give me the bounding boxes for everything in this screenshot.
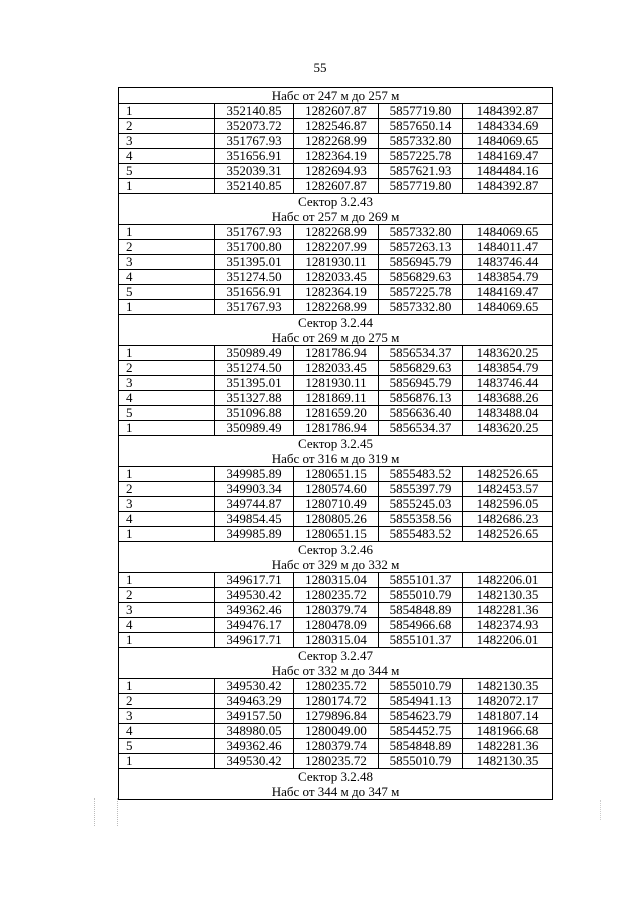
coordinate-cell: 1482130.35 (463, 679, 553, 694)
point-number-cell: 1 (119, 104, 215, 119)
coordinate-cell: 1484169.47 (463, 285, 553, 300)
coordinate-cell: 5856829.63 (379, 361, 463, 376)
coordinate-cell: 5854452.75 (379, 724, 463, 739)
table-row (119, 421, 553, 436)
table-row (119, 573, 553, 588)
point-number-cell: 1 (119, 633, 215, 648)
point-number-cell: 2 (119, 240, 215, 255)
coordinate-cell: 1282364.19 (294, 149, 379, 164)
coordinate-cell: 5857719.80 (379, 179, 463, 194)
table-row (119, 346, 553, 361)
coordinate-cell: 1481807.14 (463, 709, 553, 724)
coordinate-cell: 5855245.03 (379, 497, 463, 512)
coordinate-cell: 1282607.87 (294, 104, 379, 119)
sector-title: Сектор 3.2.47 (298, 648, 374, 663)
table-row (119, 603, 553, 618)
sector-header (119, 769, 553, 800)
coordinate-cell: 1483746.44 (463, 255, 553, 270)
coordinate-cell: 1484069.65 (463, 225, 553, 240)
coordinate-cell: 1484069.65 (463, 300, 553, 315)
coordinate-cell: 351327.88 (215, 391, 294, 406)
coordinate-cell: 1482374.93 (463, 618, 553, 633)
coordinate-cell: 5856534.37 (379, 346, 463, 361)
point-number-cell: 5 (119, 285, 215, 300)
coordinate-cell: 5855483.52 (379, 467, 463, 482)
coordinate-cell: 351395.01 (215, 255, 294, 270)
coordinate-cell: 5855483.52 (379, 527, 463, 542)
coordinate-cell: 1280235.72 (294, 754, 379, 769)
point-number-cell: 1 (119, 225, 215, 240)
coordinate-cell: 1282268.99 (294, 300, 379, 315)
scan-artifact (94, 798, 118, 826)
sector-header (119, 194, 553, 225)
coordinate-cell: 1484069.65 (463, 134, 553, 149)
coordinate-cell: 351274.50 (215, 270, 294, 285)
coordinate-cell: 5857225.78 (379, 149, 463, 164)
coordinate-cell: 1280710.49 (294, 497, 379, 512)
coordinate-cell: 1481966.68 (463, 724, 553, 739)
coordinate-cell: 1482281.36 (463, 739, 553, 754)
table-row (119, 739, 553, 754)
point-number-cell: 3 (119, 497, 215, 512)
coordinate-cell: 1482526.65 (463, 467, 553, 482)
coordinate-cell: 1482130.35 (463, 754, 553, 769)
point-number-cell: 1 (119, 754, 215, 769)
coordinate-cell: 351656.91 (215, 285, 294, 300)
point-number-cell: 4 (119, 724, 215, 739)
coordinate-cell: 1280379.74 (294, 603, 379, 618)
table-row (119, 724, 553, 739)
table-row (119, 679, 553, 694)
coordinate-cell: 349530.42 (215, 754, 294, 769)
table-row (119, 164, 553, 179)
point-number-cell: 3 (119, 709, 215, 724)
coordinate-cell: 1279896.84 (294, 709, 379, 724)
coordinate-cell: 349903.34 (215, 482, 294, 497)
coordinate-cell: 1482596.05 (463, 497, 553, 512)
coordinate-cell: 5854623.79 (379, 709, 463, 724)
coordinate-cell: 5854848.89 (379, 603, 463, 618)
coordinate-cell: 351096.88 (215, 406, 294, 421)
coordinate-cell: 5857621.93 (379, 164, 463, 179)
coordinate-cell: 1484392.87 (463, 104, 553, 119)
coordinate-cell: 5857263.13 (379, 240, 463, 255)
coordinate-cell: 352039.31 (215, 164, 294, 179)
sector-header-row (119, 194, 553, 225)
coordinate-cell: 349985.89 (215, 467, 294, 482)
table-row (119, 512, 553, 527)
sector-header-row (119, 648, 553, 679)
point-number-cell: 3 (119, 603, 215, 618)
coordinate-cell: 1281869.11 (294, 391, 379, 406)
table-row (119, 527, 553, 542)
coordinate-cell: 1482072.17 (463, 694, 553, 709)
table-row (119, 376, 553, 391)
coordinate-cell: 1282033.45 (294, 361, 379, 376)
coordinate-cell: 5855010.79 (379, 588, 463, 603)
coordinate-cell: 1282607.87 (294, 179, 379, 194)
coordinate-cell: 1280049.00 (294, 724, 379, 739)
coordinate-cell: 350989.49 (215, 346, 294, 361)
coordinate-cell: 1280574.60 (294, 482, 379, 497)
coordinate-cell: 1282694.93 (294, 164, 379, 179)
coordinate-cell: 5854941.13 (379, 694, 463, 709)
point-number-cell: 1 (119, 679, 215, 694)
coordinate-cell: 5856534.37 (379, 421, 463, 436)
coordinate-cell: 351767.93 (215, 300, 294, 315)
point-number-cell: 1 (119, 179, 215, 194)
point-number-cell: 2 (119, 482, 215, 497)
coordinate-cell: 351274.50 (215, 361, 294, 376)
coordinate-cell: 1282364.19 (294, 285, 379, 300)
point-number-cell: 1 (119, 300, 215, 315)
coordinate-cell: 349854.45 (215, 512, 294, 527)
sector-header (119, 315, 553, 346)
coordinate-cell: 1484169.47 (463, 149, 553, 164)
coordinate-cell: 1482130.35 (463, 588, 553, 603)
table-row (119, 361, 553, 376)
coordinate-cell: 351767.93 (215, 134, 294, 149)
point-number-cell: 1 (119, 527, 215, 542)
coordinate-cell: 352140.85 (215, 104, 294, 119)
coordinate-cell: 349744.87 (215, 497, 294, 512)
sector-header (119, 88, 553, 104)
sector-subtitle: Набс от 257 м до 269 м (271, 209, 400, 224)
sector-subtitle: Набс от 344 м до 347 м (271, 784, 400, 799)
point-number-cell: 4 (119, 149, 215, 164)
coordinate-cell: 1281659.20 (294, 406, 379, 421)
coordinate-cell: 349985.89 (215, 527, 294, 542)
sector-subtitle: Набс от 316 м до 319 м (271, 451, 400, 466)
table-row (119, 255, 553, 270)
coordinate-cell: 1280315.04 (294, 633, 379, 648)
sector-header-row (119, 436, 553, 467)
coordinate-cell: 5856876.13 (379, 391, 463, 406)
coordinate-cell: 1484334.69 (463, 119, 553, 134)
table-row (119, 633, 553, 648)
coordinate-cell: 1282207.99 (294, 240, 379, 255)
coordinate-cell: 5857650.14 (379, 119, 463, 134)
coordinate-cell: 1281930.11 (294, 255, 379, 270)
sector-header (119, 648, 553, 679)
coordinate-cell: 349463.29 (215, 694, 294, 709)
table-row (119, 225, 553, 240)
coordinate-cell: 1482686.23 (463, 512, 553, 527)
coordinate-cell: 1483688.26 (463, 391, 553, 406)
coordinate-cell: 349617.71 (215, 633, 294, 648)
coordinate-cell: 1280478.09 (294, 618, 379, 633)
coordinate-cell: 349362.46 (215, 603, 294, 618)
coordinate-cell: 5857225.78 (379, 285, 463, 300)
sector-header (119, 436, 553, 467)
coordinates-table-body (119, 88, 553, 800)
coordinate-cell: 349530.42 (215, 679, 294, 694)
sector-subtitle: Набс от 247 м до 257 м (271, 88, 400, 103)
table-row (119, 618, 553, 633)
table-row (119, 285, 553, 300)
coordinate-cell: 1280651.15 (294, 527, 379, 542)
point-number-cell: 1 (119, 573, 215, 588)
coordinate-cell: 1483620.25 (463, 421, 553, 436)
coordinate-cell: 5856945.79 (379, 255, 463, 270)
point-number-cell: 5 (119, 406, 215, 421)
coordinate-cell: 1282268.99 (294, 225, 379, 240)
table-row (119, 134, 553, 149)
point-number-cell: 5 (119, 739, 215, 754)
sector-header-row (119, 88, 553, 104)
coordinate-cell: 5857332.80 (379, 225, 463, 240)
point-number-cell: 3 (119, 255, 215, 270)
coordinate-cell: 5856945.79 (379, 376, 463, 391)
point-number-cell: 2 (119, 694, 215, 709)
coordinate-cell: 1281786.94 (294, 346, 379, 361)
sector-title: Сектор 3.2.43 (298, 194, 374, 209)
coordinate-cell: 1483488.04 (463, 406, 553, 421)
coordinate-cell: 1281786.94 (294, 421, 379, 436)
table-row (119, 467, 553, 482)
coordinate-cell: 5855101.37 (379, 573, 463, 588)
coordinate-cell: 5857332.80 (379, 300, 463, 315)
coordinate-cell: 1483620.25 (463, 346, 553, 361)
coordinate-cell: 349617.71 (215, 573, 294, 588)
point-number-cell: 1 (119, 346, 215, 361)
point-number-cell: 3 (119, 134, 215, 149)
point-number-cell: 4 (119, 512, 215, 527)
table-row (119, 149, 553, 164)
page-number: 55 (313, 60, 327, 75)
sector-subtitle: Набс от 269 м до 275 м (271, 330, 400, 345)
point-number-cell: 1 (119, 421, 215, 436)
sector-header-row (119, 315, 553, 346)
point-number-cell: 2 (119, 588, 215, 603)
coordinates-table (118, 87, 553, 800)
coordinate-cell: 5856636.40 (379, 406, 463, 421)
sector-header (119, 542, 553, 573)
sector-subtitle: Набс от 329 м до 332 м (271, 557, 400, 572)
coordinate-cell: 1280651.15 (294, 467, 379, 482)
coordinate-cell: 1280174.72 (294, 694, 379, 709)
table-row (119, 119, 553, 134)
coordinate-cell: 349362.46 (215, 739, 294, 754)
coordinate-cell: 1280379.74 (294, 739, 379, 754)
coordinate-cell: 1482206.01 (463, 633, 553, 648)
sector-title: Сектор 3.2.48 (298, 769, 374, 784)
coordinate-cell: 5857719.80 (379, 104, 463, 119)
coordinate-cell: 1482281.36 (463, 603, 553, 618)
coordinate-cell: 1484484.16 (463, 164, 553, 179)
coordinate-cell: 5856829.63 (379, 270, 463, 285)
coordinate-cell: 352073.72 (215, 119, 294, 134)
table-row (119, 104, 553, 119)
coordinate-cell: 1282033.45 (294, 270, 379, 285)
table-row (119, 270, 553, 285)
coordinate-cell: 348980.05 (215, 724, 294, 739)
table-row (119, 497, 553, 512)
point-number-cell: 1 (119, 467, 215, 482)
sector-header-row (119, 769, 553, 800)
coordinate-cell: 5855397.79 (379, 482, 463, 497)
coordinate-cell: 1280315.04 (294, 573, 379, 588)
coordinate-cell: 350989.49 (215, 421, 294, 436)
coordinate-cell: 1483746.44 (463, 376, 553, 391)
table-row (119, 391, 553, 406)
sector-title: Сектор 3.2.45 (298, 436, 374, 451)
coordinate-cell: 5854848.89 (379, 739, 463, 754)
coordinate-cell: 5857332.80 (379, 134, 463, 149)
coordinate-cell: 5855010.79 (379, 754, 463, 769)
coordinate-cell: 1484392.87 (463, 179, 553, 194)
table-row (119, 694, 553, 709)
sector-header-row (119, 542, 553, 573)
point-number-cell: 2 (119, 361, 215, 376)
point-number-cell: 4 (119, 391, 215, 406)
sector-subtitle: Набс от 332 м до 344 м (271, 663, 400, 678)
coordinate-cell: 349157.50 (215, 709, 294, 724)
coordinate-cell: 1280235.72 (294, 679, 379, 694)
coordinate-cell: 5855010.79 (379, 679, 463, 694)
coordinate-cell: 1280805.26 (294, 512, 379, 527)
coordinate-cell: 1484011.47 (463, 240, 553, 255)
coordinate-cell: 1483854.79 (463, 361, 553, 376)
coordinate-cell: 351656.91 (215, 149, 294, 164)
coordinate-cell: 352140.85 (215, 179, 294, 194)
coordinate-cell: 349476.17 (215, 618, 294, 633)
coordinate-cell: 5855358.56 (379, 512, 463, 527)
coordinate-cell: 1483854.79 (463, 270, 553, 285)
coordinate-cell: 1482206.01 (463, 573, 553, 588)
point-number-cell: 4 (119, 618, 215, 633)
coordinate-cell: 1280235.72 (294, 588, 379, 603)
point-number-cell: 3 (119, 376, 215, 391)
point-number-cell: 5 (119, 164, 215, 179)
coordinate-cell: 1282546.87 (294, 119, 379, 134)
table-row (119, 754, 553, 769)
coordinate-cell: 1482526.65 (463, 527, 553, 542)
coordinate-cell: 349530.42 (215, 588, 294, 603)
table-row (119, 406, 553, 421)
coordinate-cell: 351395.01 (215, 376, 294, 391)
table-row (119, 709, 553, 724)
coordinate-cell: 1282268.99 (294, 134, 379, 149)
scan-artifact (600, 800, 609, 820)
table-row (119, 240, 553, 255)
table-row (119, 179, 553, 194)
coordinate-cell: 1281930.11 (294, 376, 379, 391)
table-row (119, 300, 553, 315)
sector-title: Сектор 3.2.46 (298, 542, 374, 557)
point-number-cell: 2 (119, 119, 215, 134)
table-row (119, 588, 553, 603)
coordinate-cell: 1482453.57 (463, 482, 553, 497)
table-row (119, 482, 553, 497)
coordinate-cell: 5855101.37 (379, 633, 463, 648)
coordinate-cell: 5854966.68 (379, 618, 463, 633)
coordinate-cell: 351700.80 (215, 240, 294, 255)
sector-title: Сектор 3.2.44 (298, 315, 374, 330)
coordinate-cell: 351767.93 (215, 225, 294, 240)
point-number-cell: 4 (119, 270, 215, 285)
